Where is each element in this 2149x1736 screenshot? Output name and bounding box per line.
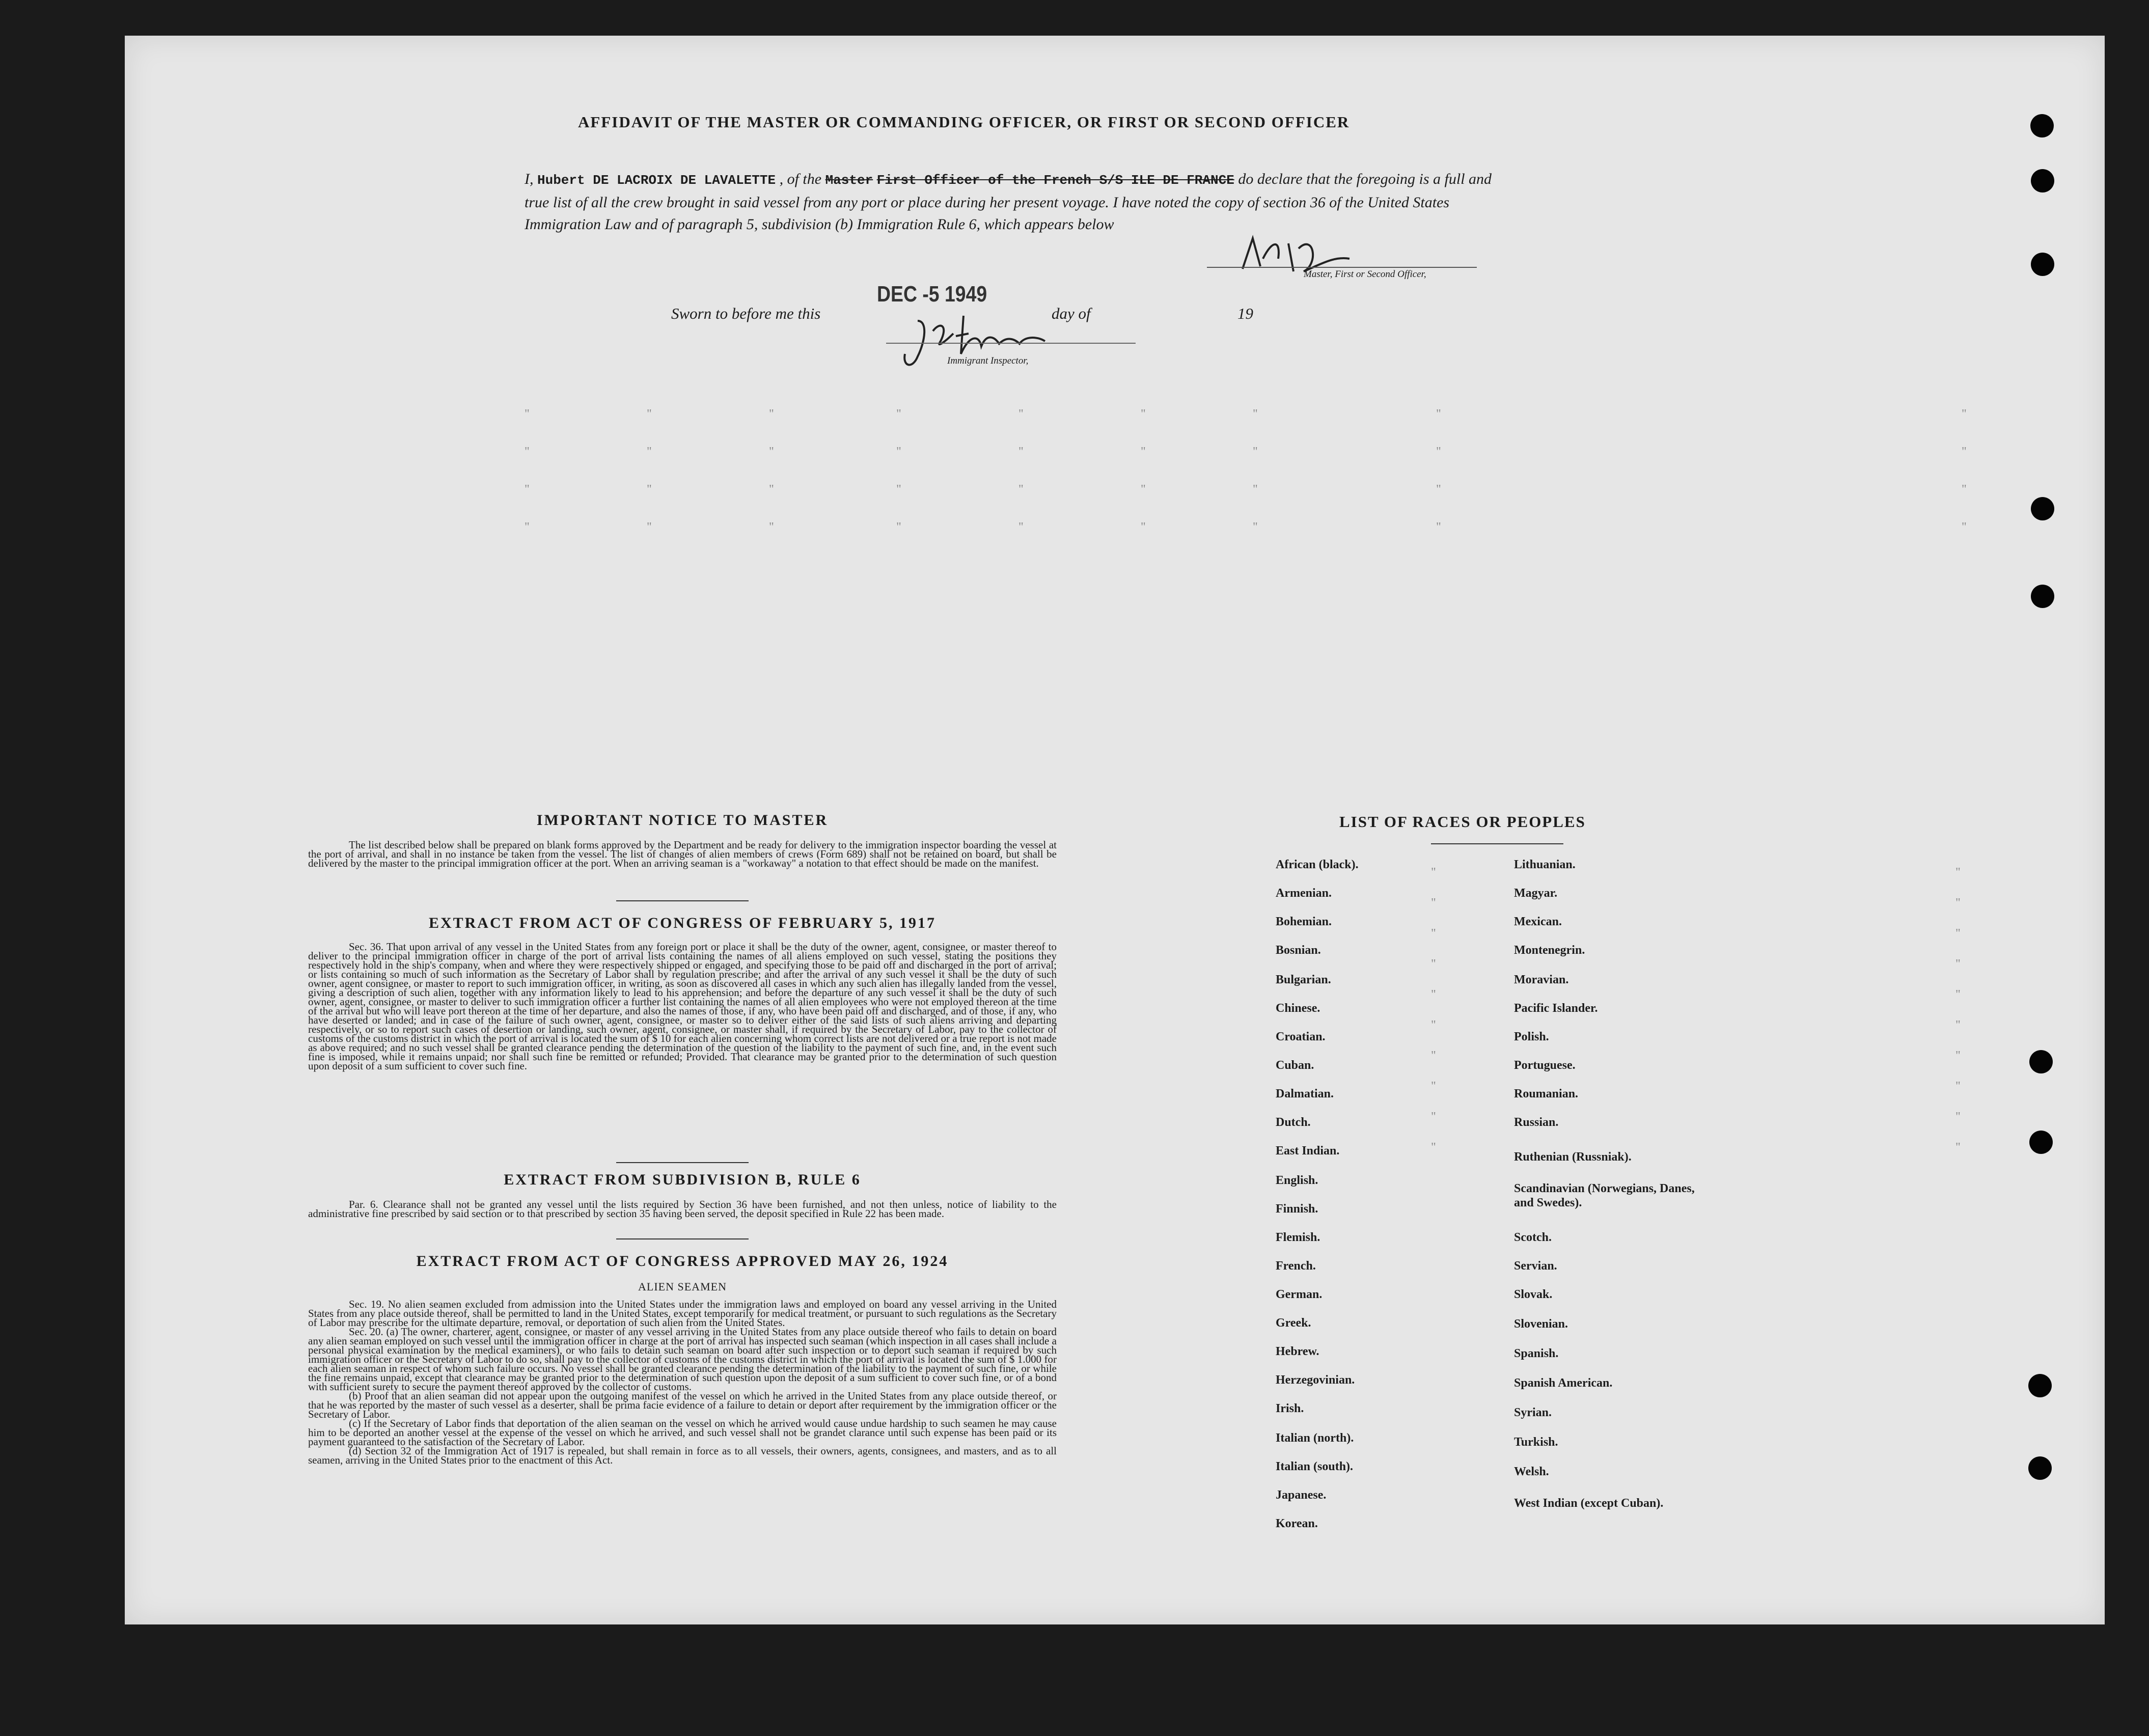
ditto-mark: " [647, 483, 652, 496]
race-item: Finnish. [1276, 1202, 1318, 1216]
extract-1924-paragraph: Sec. 19. No alien seamen excluded from admission into the United States under the immigration laws and employed on board any vessel arriving in the United States from any place outside thereof, shall be permitted to land in the United States, except temporarily for medical treatment, or pursuant to such regulations as the Secretary of Labor may prescribe for the ultimate departure, removal, or deportation of such alien from the United States. [308, 1298, 1057, 1329]
race-item: Dalmatian. [1276, 1087, 1334, 1100]
ditto-mark: " [1253, 407, 1258, 421]
race-item: Italian (south). [1276, 1460, 1354, 1473]
race-item: Turkish. [1514, 1436, 1558, 1449]
ditto-mark: " [525, 483, 530, 496]
race-item: Mexican. [1514, 915, 1562, 928]
divider [1431, 843, 1563, 844]
ditto-mark: " [1955, 866, 1961, 879]
extract-1924-paragraph: Sec. 20. (a) The owner, charterer, agent, consignee, or master of any vessel arriving in the United States from any place outside thereof who fails to detain on board any alien seaman employed on such vessel until the immigration officer in charge at the port of arrival has inspected such seaman (which inspection in all cases shall include a personal physical examination by the medical examiners), or who fails to detain such seaman on board after such inspection or to deport such seaman if required by such immigration officer or the Secretary of Labor to do so, shall pay to the collector of customs of the customs district in which the port of arrival is located the sum of $ 1.000 for each alien seaman in respect of whom such failure occurs. No vessel shall be granted clearance pending the determination of the liability to the payment of such fine, or while the fine remains unpaid, except that clearance may be granted prior to the determination of such question upon the deposit of a sum sufficient to cover such fine, or of a bond with sufficient surety to secure the payment thereof approved by the collector of customs. [308, 1326, 1057, 1393]
race-item: Syrian. [1514, 1406, 1552, 1419]
ditto-mark: " [1141, 520, 1146, 534]
binder-hole [2029, 1050, 2053, 1073]
sworn-text: Sworn to before me this [671, 305, 821, 322]
ditto-mark: " [1431, 1080, 1436, 1093]
race-item: Magyar. [1514, 887, 1558, 900]
race-item: Hebrew. [1276, 1345, 1319, 1358]
divider [616, 1238, 749, 1239]
binder-hole [2031, 169, 2054, 192]
extract-1924-body [308, 1300, 1057, 1465]
ditto-mark: " [1431, 1049, 1436, 1062]
day-of-label: day of [1052, 305, 1091, 322]
ditto-mark: " [1436, 445, 1441, 458]
race-item: Spanish. [1514, 1347, 1559, 1360]
ditto-mark: " [1436, 407, 1441, 421]
ditto-mark: " [1962, 520, 1967, 534]
inspector-caption: Immigrant Inspector, [947, 355, 1029, 366]
ditto-mark: " [1955, 1141, 1961, 1154]
race-item: Japanese. [1276, 1489, 1327, 1502]
ditto-mark: " [769, 520, 774, 534]
race-item: Servian. [1514, 1259, 1557, 1273]
ditto-mark: " [1431, 1018, 1436, 1032]
binder-hole [2031, 497, 2054, 520]
ditto-mark: " [1018, 520, 1024, 534]
affidavit-title: AFFIDAVIT OF THE MASTER OR COMMANDING OFFICER, OR FIRST OR SECOND OFFICER [578, 113, 1350, 131]
race-item: Portuguese. [1514, 1059, 1576, 1072]
extract-rule6-text: Par. 6. Clearance shall not be granted any vessel until the lists required by Section 36 have been furnished, and not then unless, notice of liability to the administrative fine prescribed by said section or to that prescribed by section 35 having been served, the deposit specified in Rule 22 has been made. [308, 1198, 1057, 1220]
race-item: African (black). [1276, 858, 1359, 871]
binder-hole [2028, 1456, 2052, 1480]
race-item: Bulgarian. [1276, 973, 1331, 986]
ditto-mark: " [1253, 520, 1258, 534]
ditto-mark: " [1018, 407, 1024, 421]
race-item: Dutch. [1276, 1116, 1311, 1129]
race-item: French. [1276, 1259, 1316, 1273]
signature-caption: Master, First or Second Officer, [1304, 269, 1426, 280]
ditto-mark: " [1253, 483, 1258, 496]
officer-name: Hubert DE LACROIX DE LAVALETTE [537, 173, 776, 188]
race-item: German. [1276, 1288, 1323, 1301]
affidavit-declaration [525, 168, 1492, 235]
notice-title: IMPORTANT NOTICE TO MASTER [536, 812, 829, 829]
signature-line [1207, 267, 1477, 268]
ditto-mark: " [769, 445, 774, 458]
ditto-mark: " [769, 483, 774, 496]
race-item: Pacific Islander. [1514, 1002, 1598, 1015]
race-item: Korean. [1276, 1517, 1318, 1530]
extract-rule6-title: EXTRACT FROM SUBDIVISION B, RULE 6 [504, 1171, 861, 1188]
race-item: Armenian. [1276, 887, 1332, 900]
ditto-mark: " [1436, 520, 1441, 534]
ditto-mark: " [525, 407, 530, 421]
ditto-mark: " [1431, 1141, 1436, 1154]
extract-1924-paragraph: (b) Proof that an alien seaman did not appear upon the outgoing manifest of the vessel on which he arrived in the United States from any place outside thereof, or that he was reported by the master of such vessel as a deserter, shall be prima facie evidence of a failure to detain or deport after requirement by the immigration officer or the Secretary of Labor. [308, 1390, 1057, 1420]
notice-text: The list described below shall be prepared on blank forms approved by the Department and be ready for delivery to the immigration inspector boarding the vessel at the port of arrival, and shall in no instance be taken from the vessel. The list of changes of alien members of crews (Form 689) shall not be retained on board, but shall be delivered by the master to the principal immigration officer at the port. When an arriving seaman is a "workaway" a notation to that effect should be made on the manifest. [308, 839, 1057, 869]
binder-hole [2031, 585, 2054, 608]
ditto-mark: " [1955, 1049, 1961, 1062]
extract-1917-text: Sec. 36. That upon arrival of any vessel in the United States from any foreign port or place it shall be the duty of the owner, agent, consignee, or master thereof to deliver to the principal immigration officer in charge of the port of arrival lists containing the names of all aliens employed on such vessel, stating the positions they respectively hold in the ship's company, when and where they were respectively shipped or engaged, and specifying those to be paid off and discharged in the port of arrival; or lists containing so much of such information as the Secretary of Labor shall by regulation prescribe; and after the arrival of any such vessel it shall be the duty of such owner, agent consignee, or master to report to such immigration officer, in writing, as soon as discovered all cases in which any such alien has illegally landed from the vessel, giving a description of such alien, together with any information likely to lead to his apprehension; and before the departure of any such vessel it shall be the duty of such owner, agent, consignee, or master to deliver to such immigration officer a further list containing the names of all alien employees who were not employed thereon at the time of the arrival but who will leave port thereon at the time of her departure, and also the names of those, if any, who have been paid off and discharged, and of those, if any, who have deserted or landed; and in case of the failure of such owner, agent, consignee, or master so to deliver either of the said lists of such aliens arriving and departing respectively, or so to report such cases of desertion or landing, such owner, agent, consignee, or master shall, if required by the Secretary of Labor, pay to the collector of customs of the customs district in which the port of arrival is located the sum of $ 10 for each alien concerning whom correct lists are not delivered or a true report is not made as above required; and no such vessel shall be granted clearance pending the determination of the question of the liability to the payment of such fine, and, in the event such fine is imposed, while it remains unpaid; nor shall such fine be remitted or refunded; Provided. That clearance may be granted prior to the determination of such question upon deposit of a sum sufficient to cover such fine. [308, 941, 1057, 1072]
ditto-mark: " [1955, 896, 1961, 910]
race-item: Italian (north). [1276, 1431, 1354, 1445]
races-title: LIST OF RACES OR PEOPLES [1339, 813, 1586, 831]
race-item: Lithuanian. [1514, 858, 1576, 871]
date-stamp: DEC -5 1949 [877, 282, 987, 307]
ditto-mark: " [1431, 1110, 1436, 1123]
ditto-mark: " [1962, 483, 1967, 496]
race-item: West Indian (except Cuban). [1514, 1497, 1664, 1510]
ditto-mark: " [1962, 407, 1967, 421]
ditto-mark: " [1431, 957, 1436, 971]
race-item: Flemish. [1276, 1231, 1320, 1244]
race-item: Moravian. [1514, 973, 1569, 986]
race-item: Cuban. [1276, 1059, 1314, 1072]
race-item: Scandinavian (Norwegians, Danes, and Swedes). [1514, 1182, 1695, 1209]
race-item: Irish. [1276, 1402, 1304, 1415]
ditto-mark: " [1431, 927, 1436, 940]
ditto-mark: " [647, 407, 652, 421]
ditto-mark: " [1955, 1110, 1961, 1123]
extract-1917-title: EXTRACT FROM ACT OF CONGRESS OF FEBRUARY 5, 1917 [428, 915, 936, 931]
race-item: East Indian. [1276, 1144, 1340, 1158]
ditto-mark: " [1962, 445, 1967, 458]
ditto-mark: " [896, 407, 901, 421]
race-item: Croatian. [1276, 1030, 1326, 1043]
race-item: Scotch. [1514, 1231, 1552, 1244]
ditto-mark: " [1431, 896, 1436, 910]
divider [616, 900, 749, 901]
ditto-mark: " [1431, 988, 1436, 1001]
race-item: Roumanian. [1514, 1087, 1579, 1100]
binder-hole [2029, 1131, 2053, 1154]
year-prefix: 19 [1237, 305, 1253, 322]
ditto-mark: " [647, 445, 652, 458]
race-item: Polish. [1514, 1030, 1549, 1043]
extract-1924-subtitle: ALIEN SEAMEN [638, 1280, 727, 1293]
ditto-mark: " [1141, 445, 1146, 458]
binder-hole [2028, 1374, 2052, 1397]
ditto-mark: " [1018, 445, 1024, 458]
affidavit-body: do declare that the foregoing is a full and true list of all the crew brought in said vessel from any port or place during her present voyage. I have noted the copy of section 36 of the United States Immigration Law and of paragraph 5, subdivision (b) Immigration Rule 6, which appears below [525, 171, 1492, 233]
race-item: Russian. [1514, 1116, 1559, 1129]
ditto-mark: " [525, 445, 530, 458]
ditto-mark: " [525, 520, 530, 534]
ditto-mark: " [896, 445, 901, 458]
inspector-line [886, 343, 1136, 344]
ditto-mark: " [1955, 957, 1961, 971]
race-item: Bosnian. [1276, 944, 1321, 957]
ditto-mark: " [1955, 927, 1961, 940]
race-item: Slovenian. [1514, 1317, 1568, 1331]
ditto-mark: " [1436, 483, 1441, 496]
race-item: Ruthenian (Russniak). [1514, 1150, 1632, 1164]
ditto-mark: " [1955, 1080, 1961, 1093]
binder-hole [2030, 114, 2054, 137]
extract-1924-paragraph: (d) Section 32 of the Immigration Act of 1917 is repealed, but shall remain in force as to all vessels, their owners, agents, consignees, and masters, and as to all seamen, arriving in the United States prior to the enactment of this Act. [308, 1445, 1057, 1466]
race-item: Chinese. [1276, 1002, 1320, 1015]
race-item: Slovak. [1514, 1288, 1553, 1301]
race-item: Welsh. [1514, 1465, 1549, 1478]
ditto-mark: " [896, 483, 901, 496]
race-item: English. [1276, 1174, 1318, 1187]
ditto-mark: " [1141, 407, 1146, 421]
binder-hole [2031, 253, 2054, 276]
ditto-mark: " [1431, 866, 1436, 879]
affidavit-lead: I, [525, 171, 534, 187]
ditto-mark: " [647, 520, 652, 534]
divider [616, 1162, 749, 1163]
race-item: Greek. [1276, 1316, 1311, 1330]
ship-name: First Officer of the French S/S ILE DE FRANCE [876, 173, 1234, 188]
extract-1924-title: EXTRACT FROM ACT OF CONGRESS APPROVED MAY 26, 1924 [416, 1253, 949, 1270]
race-item: Montenegrin. [1514, 944, 1585, 957]
affidavit-of-the: , of the [779, 171, 822, 187]
ditto-mark: " [1018, 483, 1024, 496]
race-item: Herzegovinian. [1276, 1373, 1355, 1387]
ditto-mark: " [1955, 1018, 1961, 1032]
extract-1924-paragraph: (c) If the Secretary of Labor finds that deportation of the alien seaman on the vessel on which he arrived would cause undue hardship to such seamen he may cause him to be deported an another vessel at the expense of the vessel on which he arrived, and such vessel shall not be grandet clarance until such expense has been paid or its payment guaranteed to the satisfaction of the Secretary of Labor. [308, 1417, 1057, 1448]
ditto-mark: " [1253, 445, 1258, 458]
race-item: Spanish American. [1514, 1376, 1613, 1390]
ditto-mark: " [896, 520, 901, 534]
race-item: Bohemian. [1276, 915, 1332, 928]
ditto-mark: " [769, 407, 774, 421]
ditto-mark: " [1141, 483, 1146, 496]
ditto-mark: " [1955, 988, 1961, 1001]
struck-title: Master [825, 173, 873, 188]
